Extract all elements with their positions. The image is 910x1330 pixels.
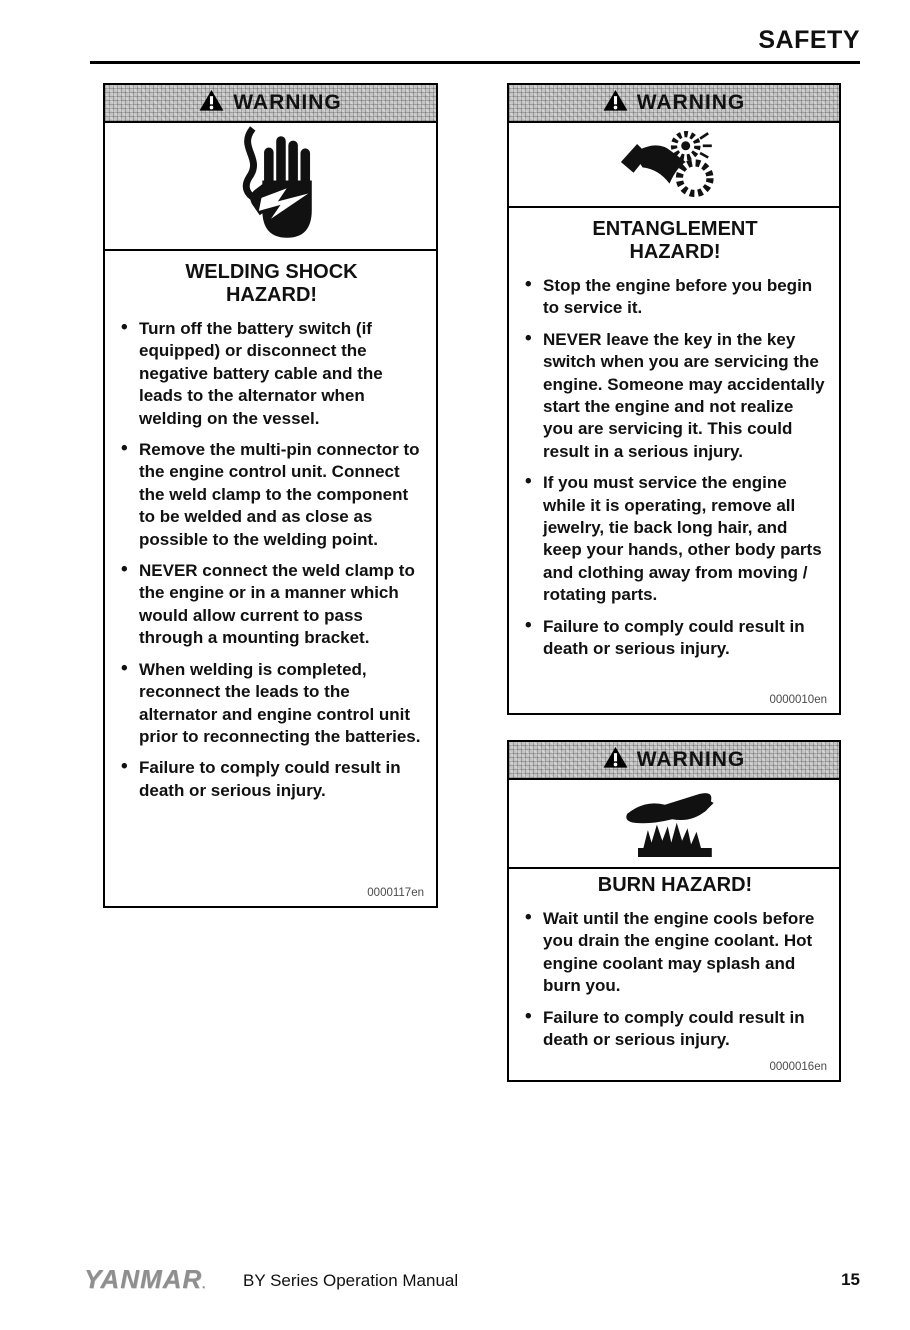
hazard-title-line1: ENTANGLEMENT	[592, 218, 758, 240]
hazard-bullet-list	[523, 899, 827, 1051]
bullet-item: • If you must service the engine while it is operating, remove all jewelry, tie back long hair, and keep your hands, other body parts and clothing away from moving / rotating parts.	[523, 472, 827, 606]
bullet-item: • Wait until the engine cools before you drain the engine coolant. Hot engine coolant may splash and burn you.	[523, 908, 827, 998]
bullet-item: • Failure to comply could result in death or serious injury.	[523, 1007, 827, 1052]
warning-label: WARNING	[636, 91, 746, 114]
hazard-bullet-list	[119, 309, 424, 802]
yanmar-logo	[84, 1264, 207, 1295]
page-title: SAFETY	[758, 26, 860, 54]
bullet-item: • NEVER leave the key in the key switch when you are servicing the engine. Someone may accidentally start the engine and not realize you are servicing it. This could result in a serious injury.	[523, 329, 827, 463]
warning-triangle-icon	[603, 746, 628, 774]
hazard-title	[119, 261, 424, 307]
warning-label: WARNING	[233, 91, 342, 114]
hazard-title	[523, 874, 827, 897]
bullet-item: • Failure to comply could result in death or serious injury.	[523, 616, 827, 661]
burn-hand-flames-icon	[620, 783, 728, 864]
bullet-item: • Turn off the battery switch (if equipped) or disconnect the negative battery cable and the leads to the alternator when welding on the vessel.	[119, 318, 424, 430]
welding-shock-hand-icon	[223, 125, 319, 248]
hazard-title	[523, 218, 827, 264]
warning-content	[509, 208, 839, 713]
label-code: 0000016en	[769, 1061, 827, 1073]
warning-content	[509, 869, 839, 1080]
hazard-title-line1: BURN HAZARD!	[597, 874, 753, 896]
warning-label: WARNING	[636, 748, 746, 771]
hazard-pictogram-area	[509, 123, 839, 208]
hazard-title-line2: HAZARD!	[629, 241, 721, 263]
bullet-item: • NEVER connect the weld clamp to the engine or in a manner which would allow current to pass through a mounting bracket.	[119, 560, 424, 650]
warning-header-bar	[509, 742, 839, 780]
warning-triangle-icon	[603, 89, 628, 117]
yanmar-logo-text: YANMAR	[84, 1264, 203, 1294]
manual-title: BY Series Operation Manual	[243, 1271, 459, 1290]
hazard-pictogram-area	[105, 123, 436, 251]
hazard-title-line2: HAZARD!	[225, 284, 318, 306]
bullet-item: • Stop the engine before you begin to service it.	[523, 275, 827, 320]
page-number: 15	[841, 1270, 860, 1289]
bullet-item: • When welding is completed, reconnect the leads to the alternator and engine control unit prior to reconnecting the batteries.	[119, 659, 424, 749]
page-footer	[0, 1258, 910, 1304]
bullet-item: • Remove the multi-pin connector to the engine control unit. Connect the weld clamp to the component to be welded and as close as possible to the welding point.	[119, 439, 424, 551]
warning-content	[105, 251, 436, 906]
label-code: 0000117en	[367, 887, 424, 899]
hazard-title-line1: WELDING SHOCK	[185, 261, 358, 283]
entanglement-gears-icon	[618, 126, 730, 203]
warning-box-entanglement	[507, 83, 841, 715]
warning-box-burn	[507, 740, 841, 1082]
header-divider	[90, 61, 860, 64]
warning-box-welding-shock	[103, 83, 438, 908]
hazard-bullet-list	[523, 266, 827, 661]
bullet-item: • Failure to comply could result in death or serious injury.	[119, 757, 424, 802]
hazard-pictogram-area	[509, 780, 839, 869]
warning-header-bar	[105, 85, 436, 123]
logo-registered-mark: .	[202, 1277, 207, 1291]
warning-header-bar	[509, 85, 839, 123]
label-code: 0000010en	[769, 694, 827, 706]
warning-triangle-icon	[199, 89, 224, 117]
